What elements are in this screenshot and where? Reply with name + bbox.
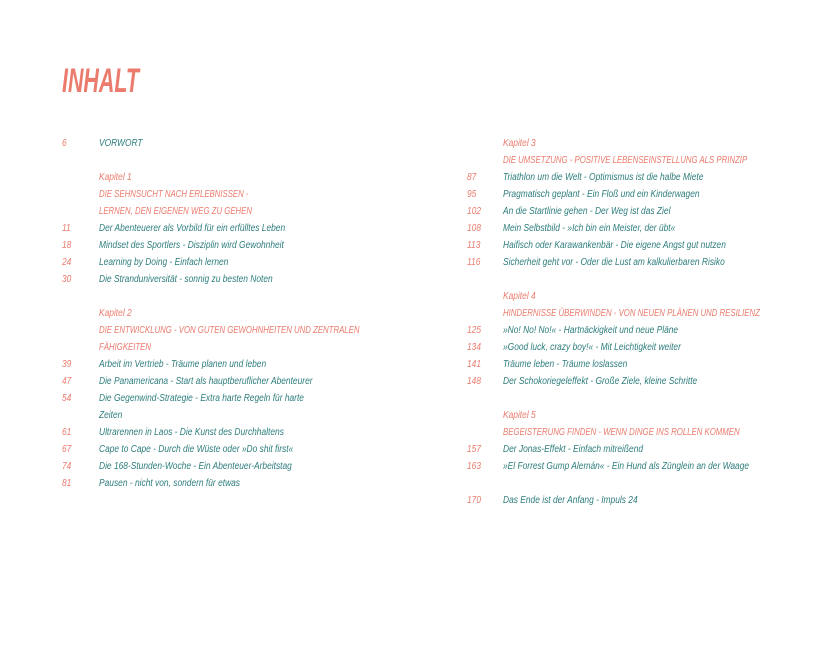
chapter-label: Kapitel 4	[503, 291, 536, 302]
page-number-cell	[62, 475, 99, 492]
toc-entry	[467, 356, 807, 373]
page-number-cell	[62, 271, 99, 288]
page-number: 116	[467, 257, 481, 268]
toc-entry	[467, 339, 807, 356]
toc-entry	[62, 220, 422, 237]
toc-entry	[62, 237, 422, 254]
page-number: 95	[467, 189, 477, 200]
page-number: 148	[467, 376, 482, 387]
entry-title: Die Gegenwind-Strategie - Extra harte Regeln für harte	[99, 393, 304, 404]
toc-entry	[467, 220, 807, 237]
chapter-1-label-row	[62, 169, 422, 186]
page-number: 47	[62, 376, 72, 387]
toc-entry	[62, 373, 422, 390]
chapter-heading: HINDERNISSE ÜBERWINDEN - VON NEUEN PLÄNEN UND RESILIENZ	[503, 308, 760, 319]
spacer	[467, 390, 807, 407]
entry-title: Die Panamericana - Start als hauptberuflicher Abenteurer	[99, 376, 313, 387]
toc-entry	[62, 441, 422, 458]
page-number: 11	[62, 223, 71, 234]
page-number-cell	[62, 441, 99, 458]
chapter-2-label-row	[62, 305, 422, 322]
entry-title: Das Ende ist der Anfang - Impuls 24	[503, 495, 638, 506]
page-number-cell	[467, 322, 503, 339]
page-number-cell	[62, 203, 99, 220]
page-number-cell	[467, 305, 503, 322]
toc-entry-preface	[62, 135, 422, 152]
page-number: 24	[62, 257, 72, 268]
page-number: 74	[62, 461, 72, 472]
entry-title: Pragmatisch geplant - Ein Floß und ein Kinderwagen	[503, 189, 700, 200]
page-number-cell	[467, 492, 503, 509]
toc-entry	[62, 390, 422, 407]
entry-title: Mein Selbstbild - »Ich bin ein Meister, der übt«	[503, 223, 676, 234]
spacer	[62, 152, 422, 169]
toc-entry	[62, 271, 422, 288]
chapter-3-heading-row	[467, 152, 807, 169]
page-number-cell	[467, 135, 503, 152]
page-number-cell	[62, 322, 99, 339]
page-number: 81	[62, 478, 72, 489]
spacer	[467, 271, 807, 288]
chapter-heading: DIE ENTWICKLUNG - VON GUTEN GEWOHNHEITEN UND ZENTRALEN	[99, 325, 360, 336]
chapter-4-heading-row	[467, 305, 807, 322]
page-number-cell	[467, 237, 503, 254]
entry-title: Sicherheit geht vor - Oder die Lust am kalkulierbaren Risiko	[503, 257, 725, 268]
chapter-label: Kapitel 1	[99, 172, 132, 183]
chapter-heading: DIE SEHNSUCHT NACH ERLEBNISSEN -	[99, 189, 249, 200]
page-number-cell	[467, 424, 503, 441]
toc-entry	[62, 356, 422, 373]
toc-entry	[467, 186, 807, 203]
page-number-cell	[62, 339, 99, 356]
page-number-cell	[62, 135, 99, 152]
page-number-cell	[467, 169, 503, 186]
chapter-heading: LERNEN, DEN EIGENEN WEG ZU GEHEN	[99, 206, 252, 217]
entry-title: Die Stranduniversität - sonnig zu besten Noten	[99, 274, 273, 285]
entry-title: Learning by Doing - Einfach lernen	[99, 257, 229, 268]
page-number-cell	[62, 254, 99, 271]
toc-entry	[467, 441, 807, 458]
page-number-cell	[467, 339, 503, 356]
chapter-3-label-row	[467, 135, 807, 152]
page-number: 67	[62, 444, 72, 455]
page-number: 61	[62, 427, 72, 438]
entry-title: VORWORT	[99, 138, 143, 149]
page-number-cell	[62, 407, 99, 424]
entry-title: Der Schokoriegeleffekt - Große Ziele, kleine Schritte	[503, 376, 698, 387]
chapter-label: Kapitel 3	[503, 138, 536, 149]
entry-title: Mindset des Sportlers - Disziplin wird Gewohnheit	[99, 240, 284, 251]
toc-entry	[467, 458, 807, 475]
entry-title: Cape to Cape - Durch die Wüste oder »Do shit first«	[99, 444, 294, 455]
page-title: INHALT	[62, 62, 139, 100]
entry-title: Der Abenteuerer als Vorbild für ein erfülltes Leben	[99, 223, 286, 234]
page-number: 30	[62, 274, 72, 285]
chapter-4-label-row	[467, 288, 807, 305]
page-number-cell	[467, 254, 503, 271]
page-number: 170	[467, 495, 482, 506]
entry-title: Der Jonas-Effekt - Einfach mitreißend	[503, 444, 644, 455]
toc-entry	[62, 424, 422, 441]
page-number: 113	[467, 240, 481, 251]
toc-entry	[467, 169, 807, 186]
page-number: 39	[62, 359, 72, 370]
entry-title: »No! No! No!« - Hartnäckigkeit und neue Pläne	[503, 325, 679, 336]
chapter-2-heading-row	[62, 322, 422, 339]
spacer	[62, 288, 422, 305]
page-number-cell	[62, 390, 99, 407]
chapter-label: Kapitel 2	[99, 308, 132, 319]
page-number: 102	[467, 206, 482, 217]
page-number: 163	[467, 461, 482, 472]
page-number-cell	[467, 152, 503, 169]
entry-title: Die 168-Stunden-Woche - Ein Abenteuer-Arbeitstag	[99, 461, 292, 472]
page-number-cell	[467, 356, 503, 373]
page-number-cell	[467, 373, 503, 390]
entry-title: Triathlon um die Welt - Optimismus ist die halbe Miete	[503, 172, 704, 183]
page-number-cell	[62, 356, 99, 373]
entry-title: »Good luck, crazy boy!« - Mit Leichtigkeit weiter	[503, 342, 681, 353]
entry-title: An die Startlinie gehen - Der Weg ist das Ziel	[503, 206, 671, 217]
entry-title: Haifisch oder Karawankenbär - Die eigene Angst gut nutzen	[503, 240, 726, 251]
chapter-heading: FÄHIGKEITEN	[99, 342, 152, 353]
entry-title-continued: Zeiten	[99, 410, 123, 421]
page-number: 108	[467, 223, 482, 234]
toc-entry-continuation	[62, 407, 422, 424]
page-number-cell	[62, 220, 99, 237]
entry-title: Ultrarennen in Laos - Die Kunst des Durchhaltens	[99, 427, 284, 438]
toc-entry	[467, 322, 807, 339]
page-number-cell	[62, 305, 99, 322]
chapter-1-heading-row	[62, 186, 422, 203]
page-number: 134	[467, 342, 482, 353]
toc-entry	[467, 373, 807, 390]
toc-entry	[467, 237, 807, 254]
page-number-cell	[62, 458, 99, 475]
entry-title: Arbeit im Vertrieb - Träume planen und leben	[99, 359, 267, 370]
chapter-1-heading-row	[62, 203, 422, 220]
page-number-cell	[62, 186, 99, 203]
chapter-heading: DIE UMSETZUNG - POSITIVE LEBENSEINSTELLUNG ALS PRINZIP	[503, 155, 748, 166]
entry-title: Pausen - nicht von, sondern für etwas	[99, 478, 241, 489]
spacer	[467, 475, 807, 492]
entry-title: »El Forrest Gump Alemán« - Ein Hund als Zünglein an der Waage	[503, 461, 750, 472]
page-number-cell	[467, 458, 503, 475]
toc-entry	[62, 458, 422, 475]
entry-title: Träume leben - Träume loslassen	[503, 359, 628, 370]
chapter-2-heading-row	[62, 339, 422, 356]
toc-entry	[467, 254, 807, 271]
page-number-cell	[62, 424, 99, 441]
page-number: 125	[467, 325, 482, 336]
page-number: 87	[467, 172, 477, 183]
page-number-cell	[62, 169, 99, 186]
chapter-label: Kapitel 5	[503, 410, 536, 421]
page-number: 141	[467, 359, 482, 370]
page-number-cell	[467, 203, 503, 220]
page-number: 18	[62, 240, 72, 251]
chapter-5-heading-row	[467, 424, 807, 441]
toc-entry	[467, 203, 807, 220]
page-number: 54	[62, 393, 72, 404]
toc-column-right	[467, 135, 807, 509]
page-number: 157	[467, 444, 482, 455]
page-number-cell	[467, 220, 503, 237]
chapter-heading: BEGEISTERUNG FINDEN - WENN DINGE INS ROLLEN KOMMEN	[503, 427, 740, 438]
toc-entry-epilogue	[467, 492, 807, 509]
chapter-5-label-row	[467, 407, 807, 424]
page-number-cell	[467, 186, 503, 203]
page-number-cell	[62, 373, 99, 390]
page-number: 6	[62, 138, 67, 149]
toc-entry	[62, 254, 422, 271]
page-number-cell	[467, 288, 503, 305]
toc-column-left	[62, 135, 422, 492]
page-number-cell	[467, 441, 503, 458]
page-number-cell	[62, 237, 99, 254]
page-number-cell	[467, 407, 503, 424]
toc-entry	[62, 475, 422, 492]
